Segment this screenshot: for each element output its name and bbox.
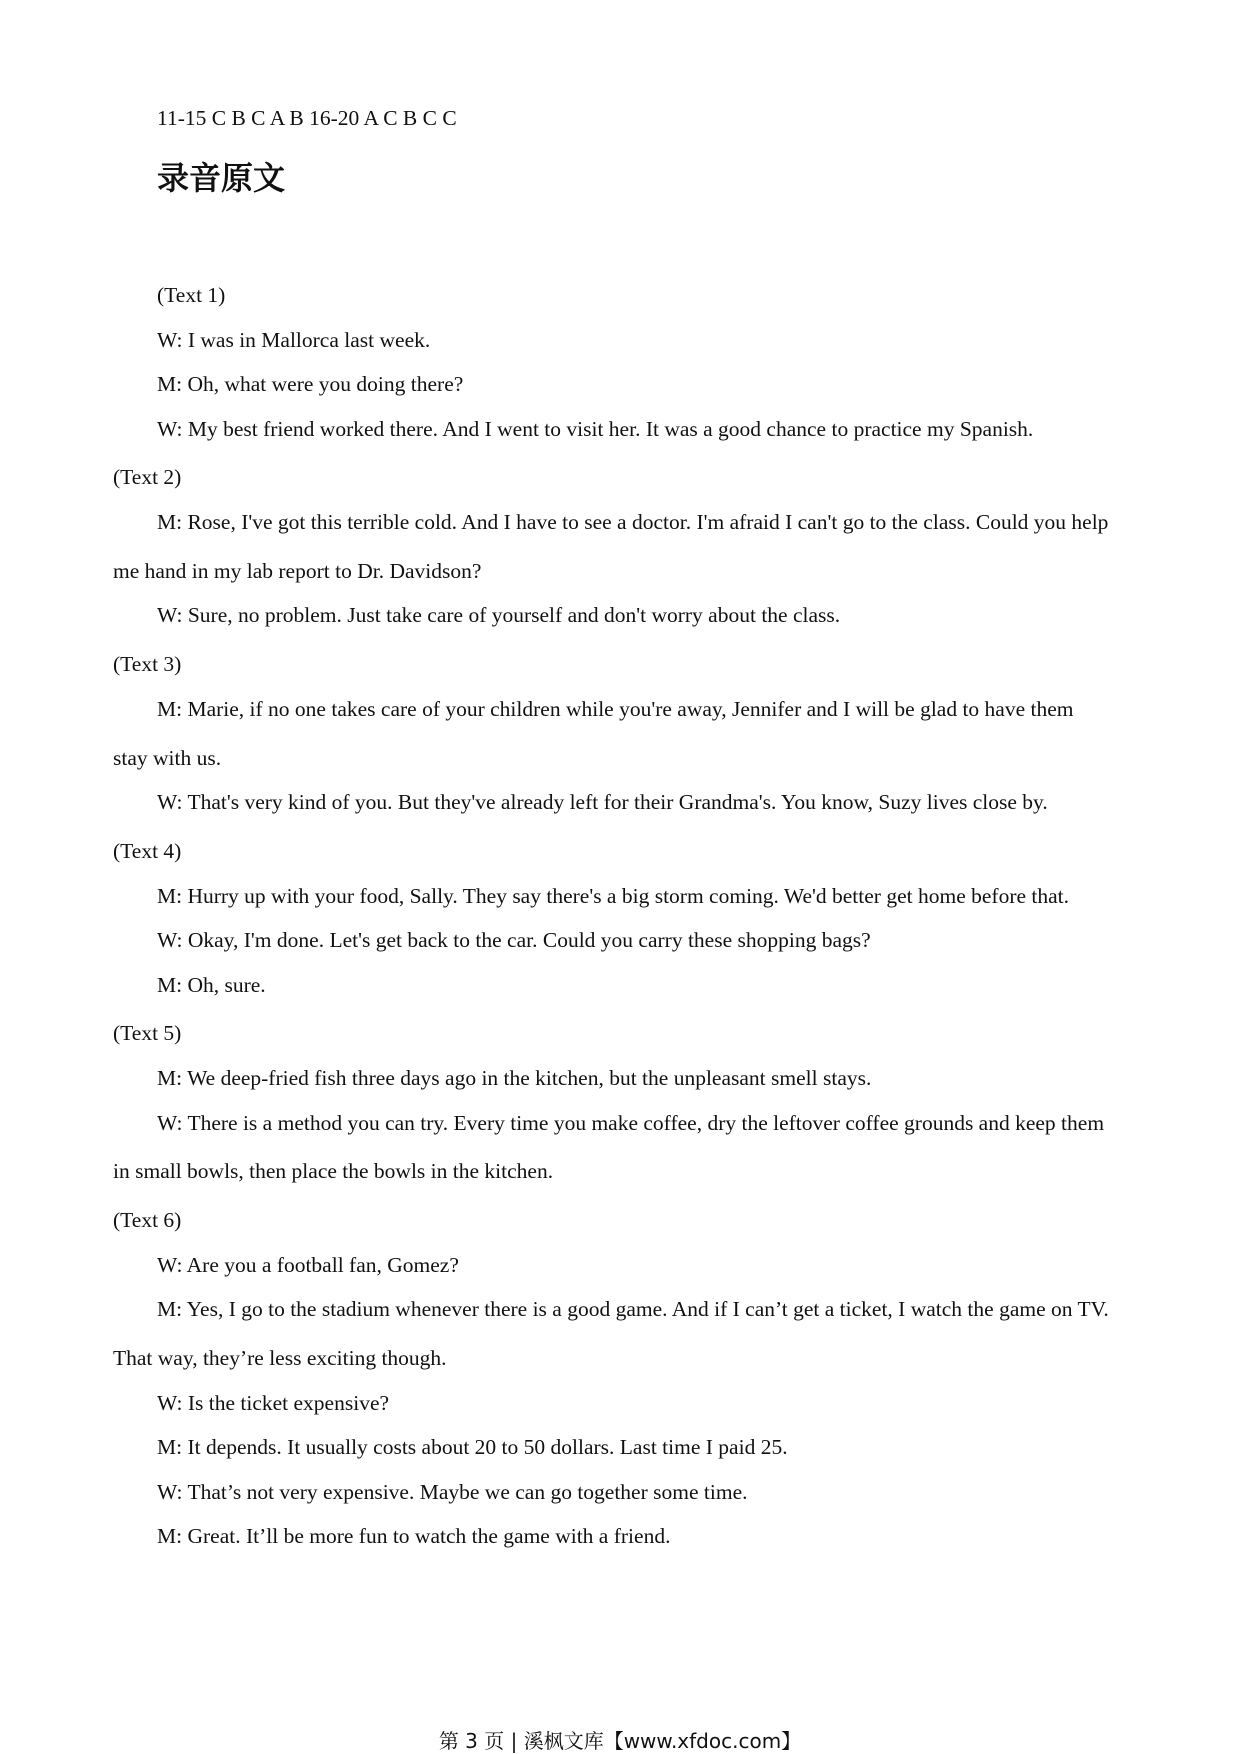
text-4-label: (Text 4) xyxy=(113,839,182,863)
dialogue-line: W: Is the ticket expensive? xyxy=(157,1391,390,1415)
dialogue-line: W: My best friend worked there. And I went to visit her. It was a good chance to practice my Spanish. xyxy=(157,417,1034,441)
dialogue-line: W: Sure, no problem. Just take care of yourself and don't worry about the class. xyxy=(157,603,841,627)
text-1-label: (Text 1) xyxy=(157,283,226,307)
dialogue-line: W: Okay, I'm done. Let's get back to the car. Could you carry these shopping bags? xyxy=(157,928,871,952)
dialogue-line: M: Oh, sure. xyxy=(157,973,266,997)
text-3-label: (Text 3) xyxy=(113,652,182,676)
dialogue-line: M: Hurry up with your food, Sally. They say there's a big storm coming. We'd better get home before that. xyxy=(157,884,1070,908)
dialogue-line-continued: in small bowls, then place the bowls in the kitchen. xyxy=(113,1159,554,1183)
dialogue-line-continued: stay with us. xyxy=(113,746,222,770)
dialogue-line-continued: That way, they’re less exciting though. xyxy=(113,1346,447,1370)
dialogue-line: M: We deep-fried fish three days ago in the kitchen, but the unpleasant smell stays. xyxy=(157,1066,872,1090)
dialogue-line: M: Yes, I go to the stadium whenever there is a good game. And if I can’t get a ticket, I watch the game on TV. xyxy=(157,1297,1109,1321)
dialogue-line: W: That's very kind of you. But they've already left for their Grandma's. You know, Suzy lives close by. xyxy=(157,790,1048,814)
dialogue-line: M: Rose, I've got this terrible cold. And I have to see a doctor. I'm afraid I can't go to the class. Could you help xyxy=(157,510,1109,534)
dialogue-line-continued: me hand in my lab report to Dr. Davidson? xyxy=(113,559,482,583)
dialogue-line: W: I was in Mallorca last week. xyxy=(157,328,431,352)
dialogue-line: M: Great. It’ll be more fun to watch the game with a friend. xyxy=(157,1524,671,1548)
page-title: 录音原文 xyxy=(157,159,286,197)
dialogue-line: M: It depends. It usually costs about 20 to 50 dollars. Last time I paid 25. xyxy=(157,1435,788,1459)
page-footer: 第 3 页 | 溪枫文库【www.xfdoc.com】 xyxy=(438,1729,802,1753)
dialogue-line: W: There is a method you can try. Every time you make coffee, dry the leftover coffee grounds and keep them xyxy=(157,1111,1105,1135)
answer-key-line: 11-15 C B C A B 16-20 A C B C C xyxy=(157,106,457,130)
text-2-label: (Text 2) xyxy=(113,465,182,489)
dialogue-line: W: Are you a football fan, Gomez? xyxy=(157,1253,459,1277)
text-5-label: (Text 5) xyxy=(113,1021,182,1045)
dialogue-line: M: Marie, if no one takes care of your children while you're away, Jennifer and I will be glad to have them xyxy=(157,697,1074,721)
text-6-label: (Text 6) xyxy=(113,1208,182,1232)
dialogue-line: M: Oh, what were you doing there? xyxy=(157,372,464,396)
dialogue-line: W: That’s not very expensive. Maybe we can go together some time. xyxy=(157,1480,748,1504)
